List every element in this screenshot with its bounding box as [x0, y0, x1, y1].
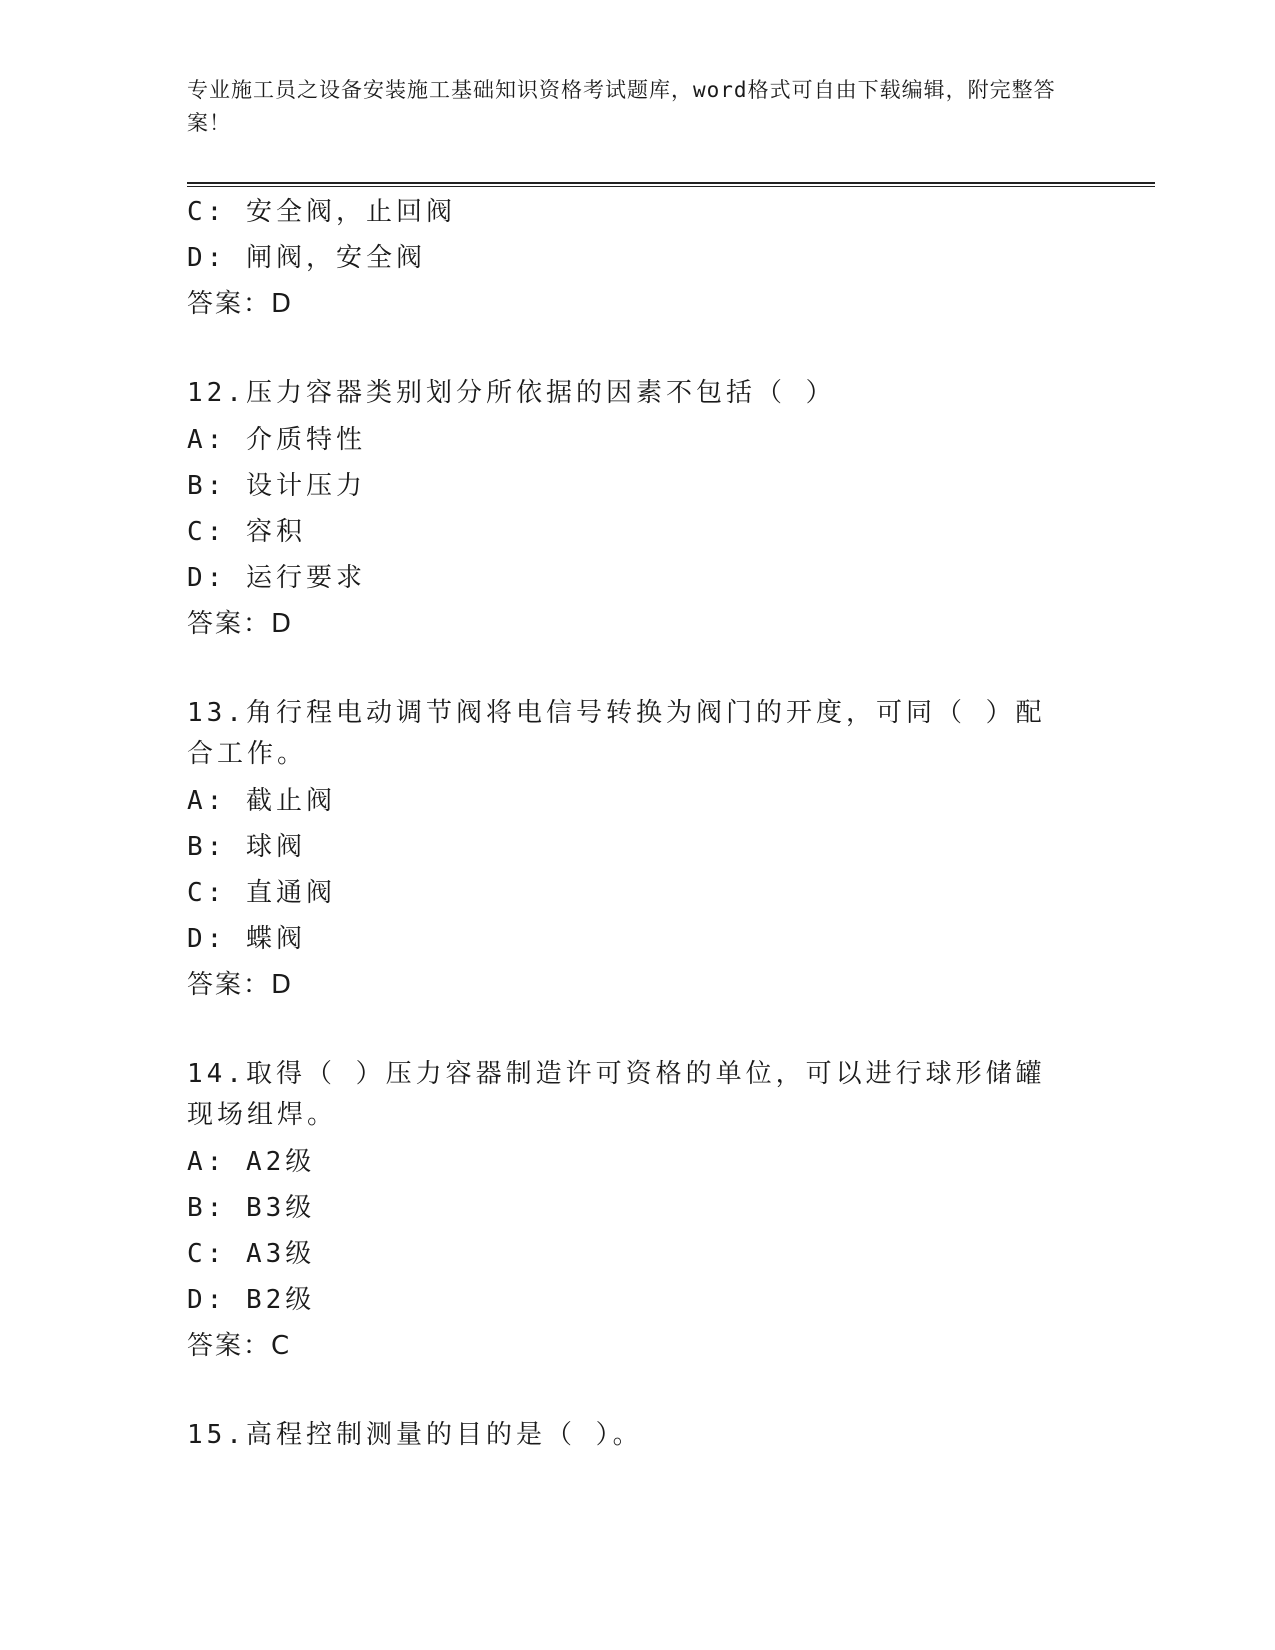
- question-11-partial: [187, 189, 1155, 327]
- option-a: A: A2级: [187, 1147, 316, 1177]
- option-c: C: 直通阀: [187, 878, 336, 908]
- option-c: C: 安全阀，止回阀: [187, 197, 456, 227]
- question-stem: 12.压力容器类别划分所依据的因素不包括（ ）: [187, 378, 836, 408]
- option-d: D: 运行要求: [187, 563, 366, 593]
- answer: 答案：D: [187, 609, 294, 639]
- question-stem: 14.取得（ ）压力容器制造许可资格的单位，可以进行球形储罐现场组焊。: [187, 1059, 1046, 1130]
- answer: 答案：D: [187, 289, 294, 319]
- document-page: [187, 74, 1155, 1459]
- question-13: [187, 693, 1155, 1008]
- answer: 答案：D: [187, 970, 294, 1000]
- question-12: [187, 373, 1155, 647]
- option-d: D: 蝶阀: [187, 924, 306, 954]
- option-c: C: A3级: [187, 1239, 316, 1269]
- option-b: B: 球阀: [187, 832, 306, 862]
- question-14: [187, 1054, 1155, 1369]
- option-c: C: 容积: [187, 517, 306, 547]
- option-b: B: B3级: [187, 1193, 316, 1223]
- header-divider: [187, 182, 1155, 187]
- question-list: [187, 189, 1155, 1456]
- option-b: B: 设计压力: [187, 471, 366, 501]
- document-header: 专业施工员之设备安装施工基础知识资格考试题库，word格式可自由下载编辑，附完整答案！: [187, 78, 1056, 135]
- question-stem: 15.高程控制测量的目的是（ ）。: [187, 1420, 643, 1450]
- option-d: D: B2级: [187, 1285, 316, 1315]
- question-stem: 13.角行程电动调节阀将电信号转换为阀门的开度，可同（ ）配合工作。: [187, 698, 1046, 769]
- option-a: A: 截止阀: [187, 786, 336, 816]
- answer: 答案：C: [187, 1331, 292, 1361]
- option-d: D: 闸阀，安全阀: [187, 243, 426, 273]
- question-15: [187, 1415, 1155, 1456]
- option-a: A: 介质特性: [187, 425, 366, 455]
